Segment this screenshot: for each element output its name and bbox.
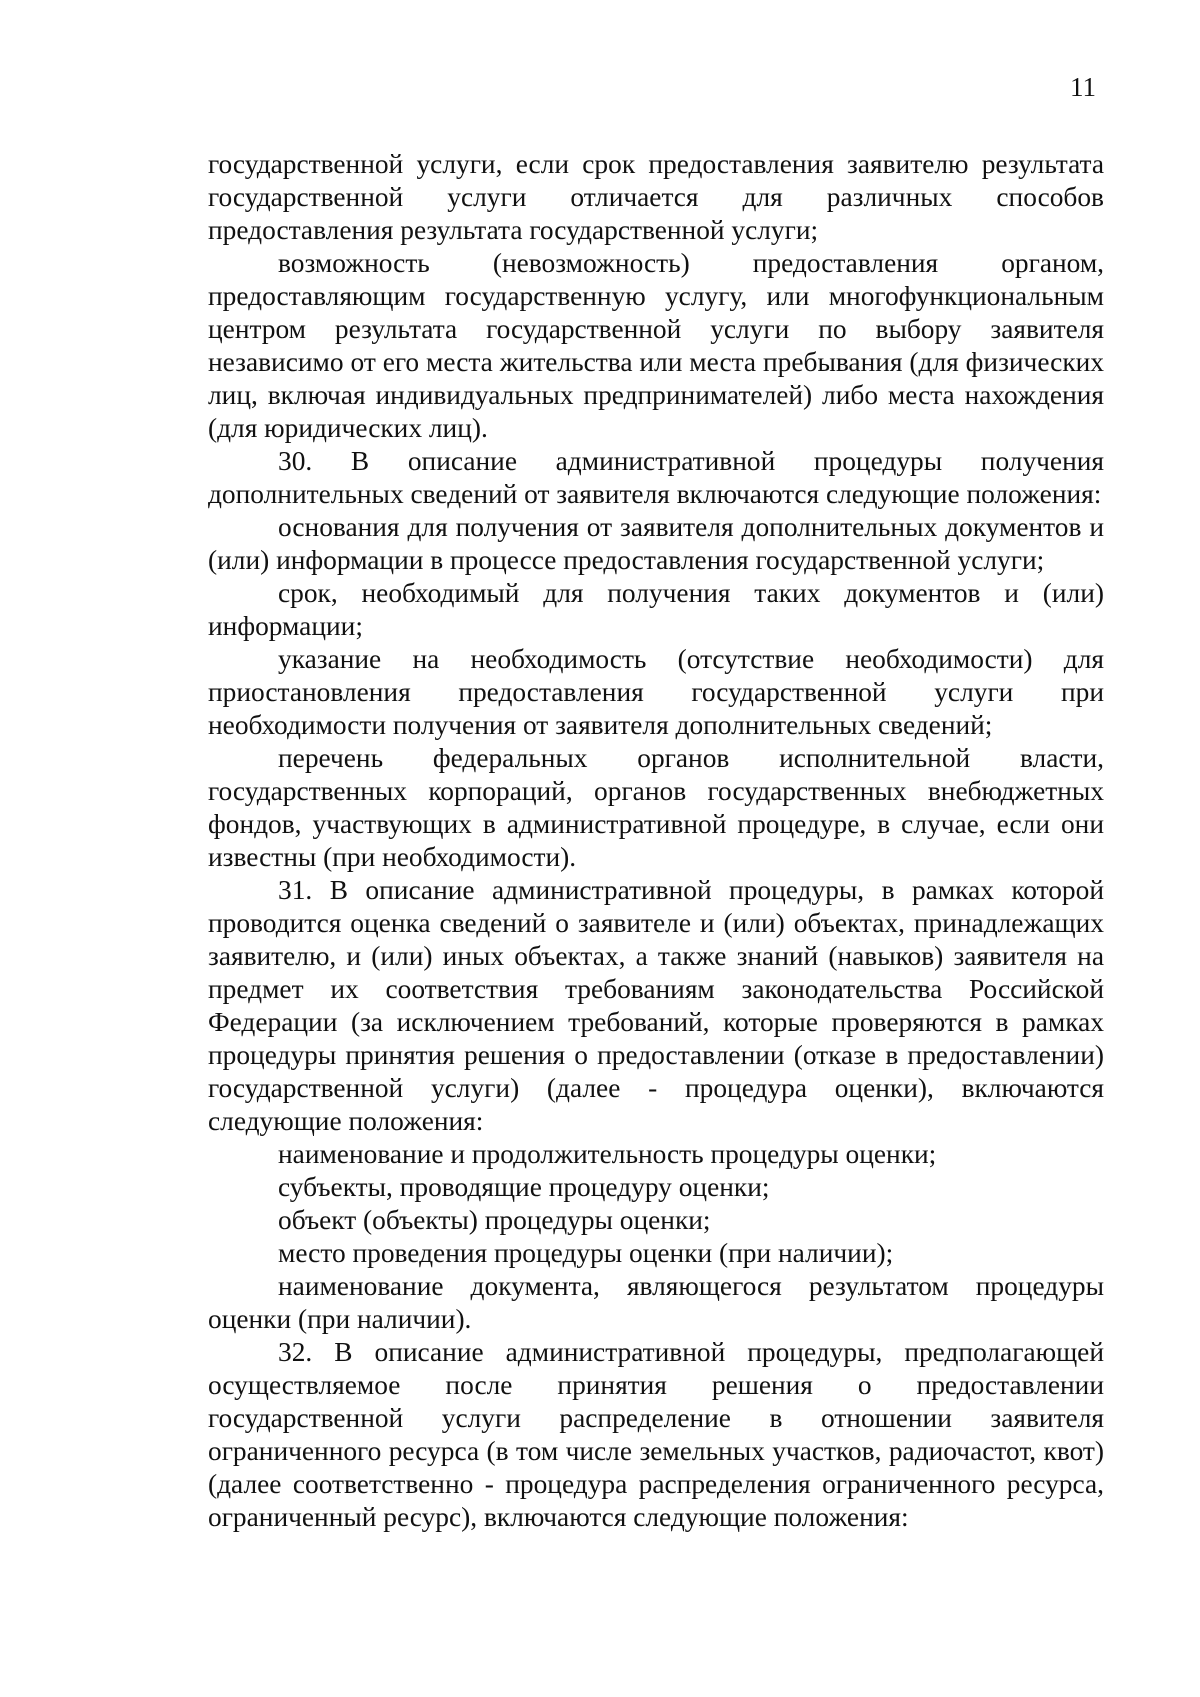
paragraph-result-location-option: возможность (невозможность) предоставления органом, предоставляющим государственную услугу, или многофункциональным центром результата государственной услуги по выбору заявителя независимо от его места жительства или места пребывания (для физических лиц, включая индивидуальных предпринимателей) либо места нахождения (для юридических лиц). (208, 248, 1104, 443)
paragraph-assessment-name-duration: наименование и продолжительность процедуры оценки; (278, 1139, 937, 1169)
paragraph-continuation: государственной услуги, если срок предоставления заявителю результата государственной услуги отличается для различных способов предоставления результата государственной услуги; (208, 149, 1104, 245)
paragraph-item-31: 31. В описание административной процедуры, в рамках которой проводится оценка сведений о заявителе и (или) объектах, принадлежащих заявителю, и (или) иных объектах, а также знаний (навыков) заявителя на предмет их соответствия требованиям законодательства Российской Федерации (за исключением требований, которые проверяются в рамках процедуры принятия решения о предоставлении (отказе в предоставлении) государственной услуги) (далее - процедура оценки), включаются следующие положения: (208, 875, 1104, 1136)
paragraph-deadline-docs: срок, необходимый для получения таких документов и (или) информации; (208, 578, 1104, 641)
page-number: 11 (1070, 72, 1096, 102)
paragraph-suspension-need: указание на необходимость (отсутствие необходимости) для приостановления предоставления государственной услуги при необходимости получения от заявителя дополнительных сведений; (208, 644, 1104, 740)
paragraph-federal-bodies-list: перечень федеральных органов исполнительной власти, государственных корпораций, органов государственных внебюджетных фондов, участвующих в административной процедуре, в случае, если они известны (при необходимости). (208, 743, 1104, 872)
paragraph-assessment-objects: объект (объекты) процедуры оценки; (278, 1205, 711, 1235)
paragraph-grounds-additional-docs: основания для получения от заявителя дополнительных документов и (или) информации в процессе предоставления государственной услуги; (208, 512, 1104, 575)
paragraph-assessment-subjects: субъекты, проводящие процедуру оценки; (278, 1172, 770, 1202)
document-body (208, 148, 1104, 1534)
paragraph-item-32: 32. В описание административной процедуры, предполагающей осуществляемое после принятия решения о предоставлении государственной услуги распределение в отношении заявителя ограниченного ресурса (в том числе земельных участков, радиочастот, квот) (далее соответственно - процедура распределения ограниченного ресурса, ограниченный ресурс), включаются следующие положения: (208, 1337, 1104, 1532)
paragraph-assessment-result-document: наименование документа, являющегося результатом процедуры оценки (при наличии). (208, 1271, 1104, 1334)
paragraph-assessment-place: место проведения процедуры оценки (при наличии); (278, 1238, 894, 1268)
paragraph-item-30: 30. В описание административной процедуры получения дополнительных сведений от заявителя включаются следующие положения: (208, 446, 1104, 509)
